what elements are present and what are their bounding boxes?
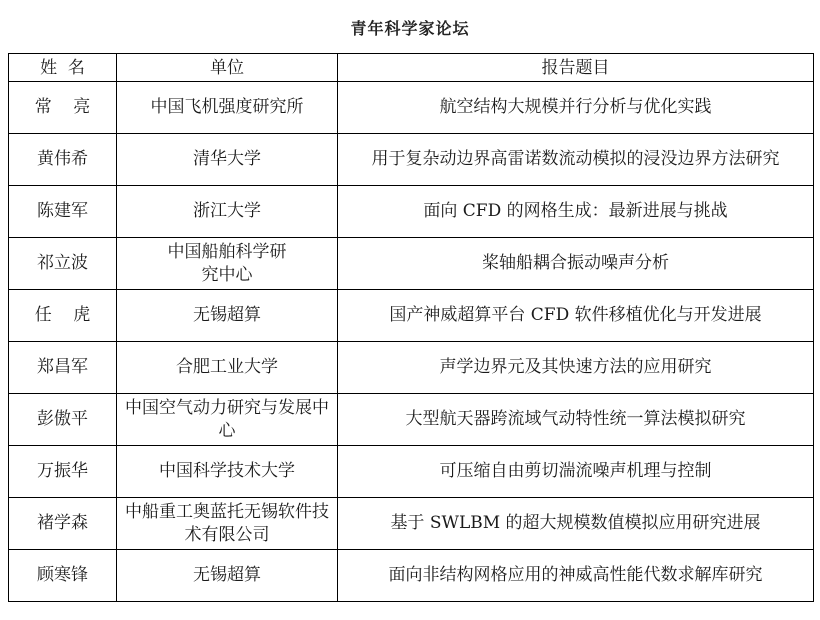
document-title: 青年科学家论坛 [350,19,470,38]
cell-topic: 可压缩自由剪切湍流噪声机理与控制 [338,446,814,498]
cell-unit: 合肥工业大学 [117,342,338,394]
table-row [9,290,814,342]
cell-topic: 面向 CFD 的网格生成：最新进展与挑战 [338,186,814,238]
cell-topic: 声学边界元及其快速方法的应用研究 [338,342,814,394]
cell-name: 任 虎 [9,290,117,342]
table-row [9,550,814,602]
cell-name: 郑昌军 [9,342,117,394]
cell-topic: 桨轴船耦合振动噪声分析 [338,238,814,290]
cell-unit: 浙江大学 [117,186,338,238]
cell-unit: 中国科学技术大学 [117,446,338,498]
cell-name: 陈建军 [9,186,117,238]
table-row [9,186,814,238]
cell-topic: 用于复杂动边界高雷诺数流动模拟的浸没边界方法研究 [338,134,814,186]
cell-name: 常 亮 [9,82,117,134]
table-row [9,134,814,186]
cell-unit: 清华大学 [117,134,338,186]
cell-unit: 中国空气动力研究与发展中心 [117,394,338,446]
cell-topic: 面向非结构网格应用的神威高性能代数求解库研究 [338,550,814,602]
cell-name: 祁立波 [9,238,117,290]
cell-name: 黄伟希 [9,134,117,186]
table-header-row [9,54,814,82]
cell-topic: 航空结构大规模并行分析与优化实践 [338,82,814,134]
cell-unit: 中国船舶科学研究中心 [117,238,338,290]
table-row [9,82,814,134]
cell-unit: 中国飞机强度研究所 [117,82,338,134]
cell-name: 万振华 [9,446,117,498]
cell-unit: 无锡超算 [117,550,338,602]
header-topic: 报告题目 [338,54,814,82]
table-row [9,238,814,290]
table-row [9,498,814,550]
header-unit: 单位 [117,54,338,82]
table-row [9,446,814,498]
header-name: 姓 名 [9,54,117,82]
cell-unit: 无锡超算 [117,290,338,342]
cell-topic: 国产神威超算平台 CFD 软件移植优化与开发进展 [338,290,814,342]
forum-schedule-table [8,53,814,602]
table-row [9,394,814,446]
cell-name: 褚学森 [9,498,117,550]
cell-name: 彭傲平 [9,394,117,446]
cell-unit: 中船重工奥蓝托无锡软件技术有限公司 [117,498,338,550]
cell-topic: 大型航天器跨流域气动特性统一算法模拟研究 [338,394,814,446]
table-row [9,342,814,394]
cell-name: 顾寒锋 [9,550,117,602]
cell-topic: 基于 SWLBM 的超大规模数值模拟应用研究进展 [338,498,814,550]
